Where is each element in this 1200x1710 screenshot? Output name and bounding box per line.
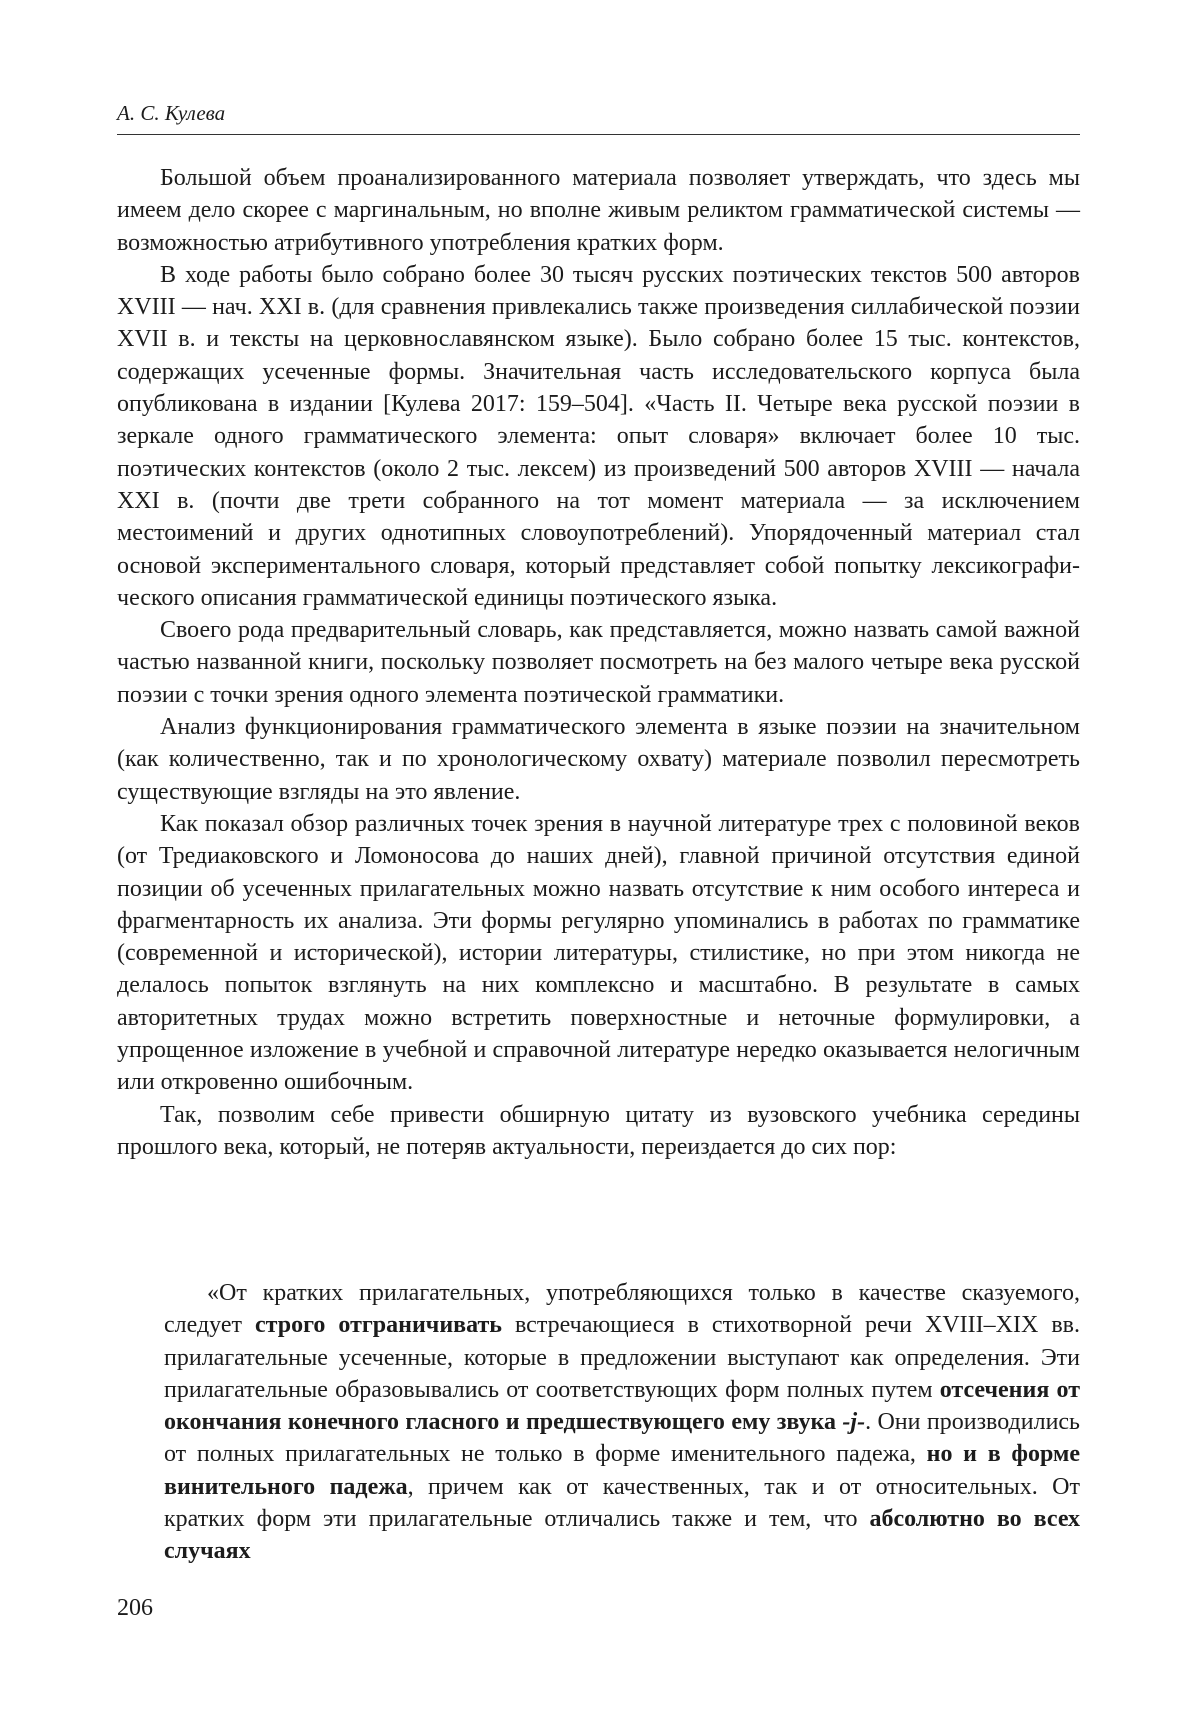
quote-text: , причем как от качественных, так и от относительных. От кратких форм эти прилагательные отличались также и тем, что [164, 1473, 1080, 1533]
quote-text: . Они производились от полных прилагательных не только в форме именительного падежа, [164, 1409, 1081, 1468]
paragraph: В ходе работы было собрано более 30 тысяч русских поэтических текстов 500 авторов XVIII — нач. XXI в. (для сравнения привлекались также произведения силлабической поэзии XVII в. и тексты на церковнославянском языке). Было собрано более 15 тыс. контекстов, содержащих усеченные формы. Значительная часть исследовательского корпуса была опубликована в издании [Кулева 2017: 159–504]. «Часть II. Четыре века русской поэзии в зеркале одного грамматического элемента: опыт словаря» включает более 10 тыс. поэтических контекстов (около 2 тыс. лексем) из произведений 500 авторов XVIII — начала XXI в. (почти две трети собранного на тот момент материала — за исключением местоимений и других однотипных словоупотреблений). Упорядоченный материал стал основой экспериментального словаря, который представляет собой попытку лексикографического описания грамматической единицы поэтического языка. [117, 261, 1080, 611]
paragraph: Своего рода предварительный словарь, как представляется, можно назвать самой важной частью названной книги, поскольку позволяет посмотреть на без малого четыре века русской поэзии с точки зрения одного элемента поэтической грамматики. [117, 617, 1080, 708]
quote-text: встречающиеся в стихотворной речи XVIII–XIX вв. прилагательные усеченные, которые в предложении выступают как определения. Эти прилагательные образовывались от соответствующих форм полных путем [164, 1312, 1080, 1403]
quote-text: «От кратких прилагательных, употребляющихся только в качестве сказуемого, следует [164, 1280, 1080, 1339]
quote-emphasis-italic: -j- [842, 1409, 866, 1436]
block-quote [164, 1277, 1080, 1568]
quote-emphasis: отсечения от окончания конечного гласного и предшествующего ему звука [164, 1376, 1080, 1436]
quote-emphasis: строго отграничивать [255, 1312, 502, 1339]
page-number: 206 [117, 1595, 153, 1621]
running-head-author: А. С. Кулева [117, 100, 1080, 135]
quote-emphasis: но и в форме винительного падежа [164, 1441, 1080, 1500]
paragraph: Большой объем проанализированного материала позволяет утверждать, что здесь мы имеем дело скорее с маргинальным, но вполне живым реликтом грамматической системы — возможностью атрибутивного употребления кратких форм. [117, 165, 1080, 256]
quote-emphasis: абсолютно во всех случаях [164, 1506, 1080, 1565]
paragraph: Анализ функционирования грамматического элемента в языке поэзии на значительном (как количественно, так и по хронологическому охвату) материале позволил пересмотреть существующие взгляды на это явление. [117, 714, 1080, 805]
paragraph: Так, позволим себе привести обширную цитату из вузовского учебника середины прошлого века, который, не потеряв актуальности, переиздается до сих пор: [117, 1101, 1080, 1160]
quote-paragraph [164, 1277, 1080, 1568]
paragraph: Как показал обзор различных точек зрения в научной литературе трех с половиной веков (от Тредиаковского и Ломоносова до наших дней), главной причиной отсутствия единой позиции об усеченных прилагательных можно назвать отсутствие к ним особого интереса и фрагментарность их анализа. Эти формы регулярно упоминались в работах по грамматике (современной и исторической), истории литературы, стилистике, но при этом никогда не делалось попыток взглянуть на них комплексно и масштабно. В результате в самых авторитетных трудах можно встретить поверхностные и неточные формулировки, а упрощенное изложение в учебной и справочной литературе нередко оказывается нелогичным или откровенно ошибочным. [117, 810, 1080, 1096]
body-text [117, 162, 1080, 1163]
